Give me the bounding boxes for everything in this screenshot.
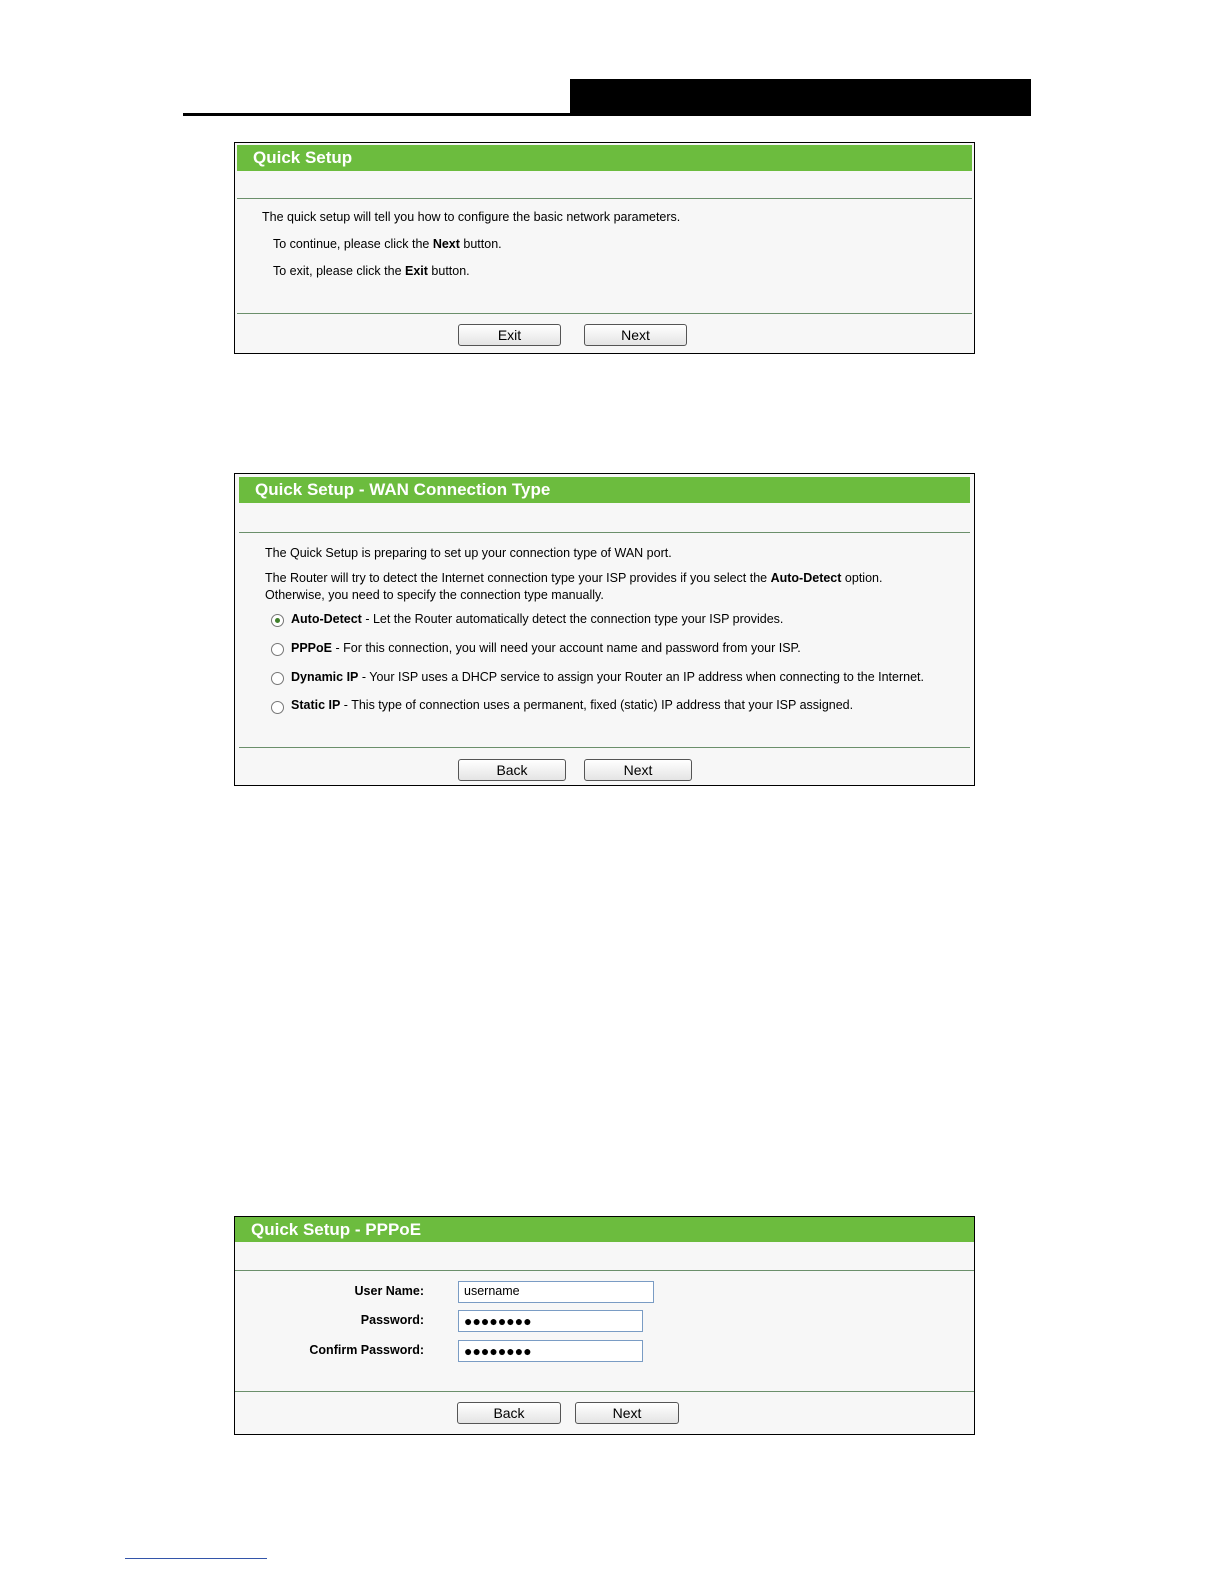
detect-text-line2: Otherwise, you need to specify the connection type manually.	[265, 588, 604, 602]
exit-prefix: To exit, please click the	[273, 264, 406, 278]
confirm-password-label: Confirm Password:	[309, 1343, 424, 1357]
panel-title: Quick Setup - WAN Connection Type	[239, 477, 970, 503]
continue-prefix: To continue, please click the	[273, 237, 433, 251]
exit-bold: Exit	[405, 264, 428, 278]
pppoe-radio[interactable]	[271, 643, 284, 656]
page-header-block	[570, 79, 1031, 116]
static-ip-option	[291, 698, 853, 712]
pppoe-option	[291, 641, 801, 655]
detect-prefix: The Router will try to detect the Internet connection type your ISP provides if you select the	[265, 571, 771, 585]
dynamic-ip-option	[291, 670, 924, 684]
user-name-label: User Name:	[354, 1284, 424, 1298]
wan-connection-type-panel	[234, 473, 975, 786]
intro-text: The quick setup will tell you how to configure the basic network parameters.	[262, 210, 681, 224]
back-button[interactable]: Back	[457, 1402, 561, 1424]
exit-instruction	[273, 264, 470, 278]
option-desc: - For this connection, you will need your account name and password from your ISP.	[332, 641, 801, 655]
panel-title: Quick Setup - PPPoE	[235, 1217, 974, 1242]
exit-suffix: button.	[427, 264, 470, 278]
option-name: Static IP	[291, 698, 341, 712]
page-header-rule	[183, 113, 1031, 116]
divider	[237, 198, 972, 199]
exit-button[interactable]: Exit	[458, 324, 561, 346]
option-desc: - Let the Router automatically detect the connection type your ISP provides.	[361, 612, 784, 626]
static-ip-radio[interactable]	[271, 701, 284, 714]
auto-detect-radio[interactable]	[271, 614, 284, 627]
password-input[interactable]: ●●●●●●●●	[458, 1310, 643, 1332]
divider	[237, 313, 972, 314]
auto-detect-option	[291, 612, 783, 626]
continue-suffix: button.	[459, 237, 502, 251]
divider	[235, 1391, 974, 1392]
option-name: Dynamic IP	[291, 670, 359, 684]
password-label: Password:	[360, 1313, 424, 1327]
dynamic-ip-radio[interactable]	[271, 672, 284, 685]
option-name: PPPoE	[291, 641, 332, 655]
divider	[235, 1270, 974, 1271]
detect-text	[265, 571, 882, 585]
divider	[239, 747, 970, 748]
detect-bold: Auto-Detect	[770, 571, 842, 585]
continue-bold: Next	[432, 237, 460, 251]
panel-title: Quick Setup	[237, 145, 972, 171]
option-name: Auto-Detect	[291, 612, 362, 626]
next-button[interactable]: Next	[584, 759, 692, 781]
detect-suffix: option.	[841, 571, 883, 585]
next-button[interactable]: Next	[584, 324, 687, 346]
confirm-password-input[interactable]: ●●●●●●●●	[458, 1340, 643, 1362]
intro-text: The Quick Setup is preparing to set up your connection type of WAN port.	[265, 546, 672, 560]
option-desc: - This type of connection uses a permanent, fixed (static) IP address that your ISP assigned.	[340, 698, 854, 712]
continue-instruction	[273, 237, 502, 251]
user-name-input[interactable]: username	[458, 1281, 654, 1303]
divider	[239, 532, 970, 533]
next-button[interactable]: Next	[575, 1402, 679, 1424]
footer-link-underline	[125, 1558, 267, 1559]
option-desc: - Your ISP uses a DHCP service to assign your Router an IP address when connecting to the Internet.	[358, 670, 924, 684]
back-button[interactable]: Back	[458, 759, 566, 781]
quick-setup-panel	[234, 142, 975, 354]
pppoe-panel	[234, 1216, 975, 1435]
